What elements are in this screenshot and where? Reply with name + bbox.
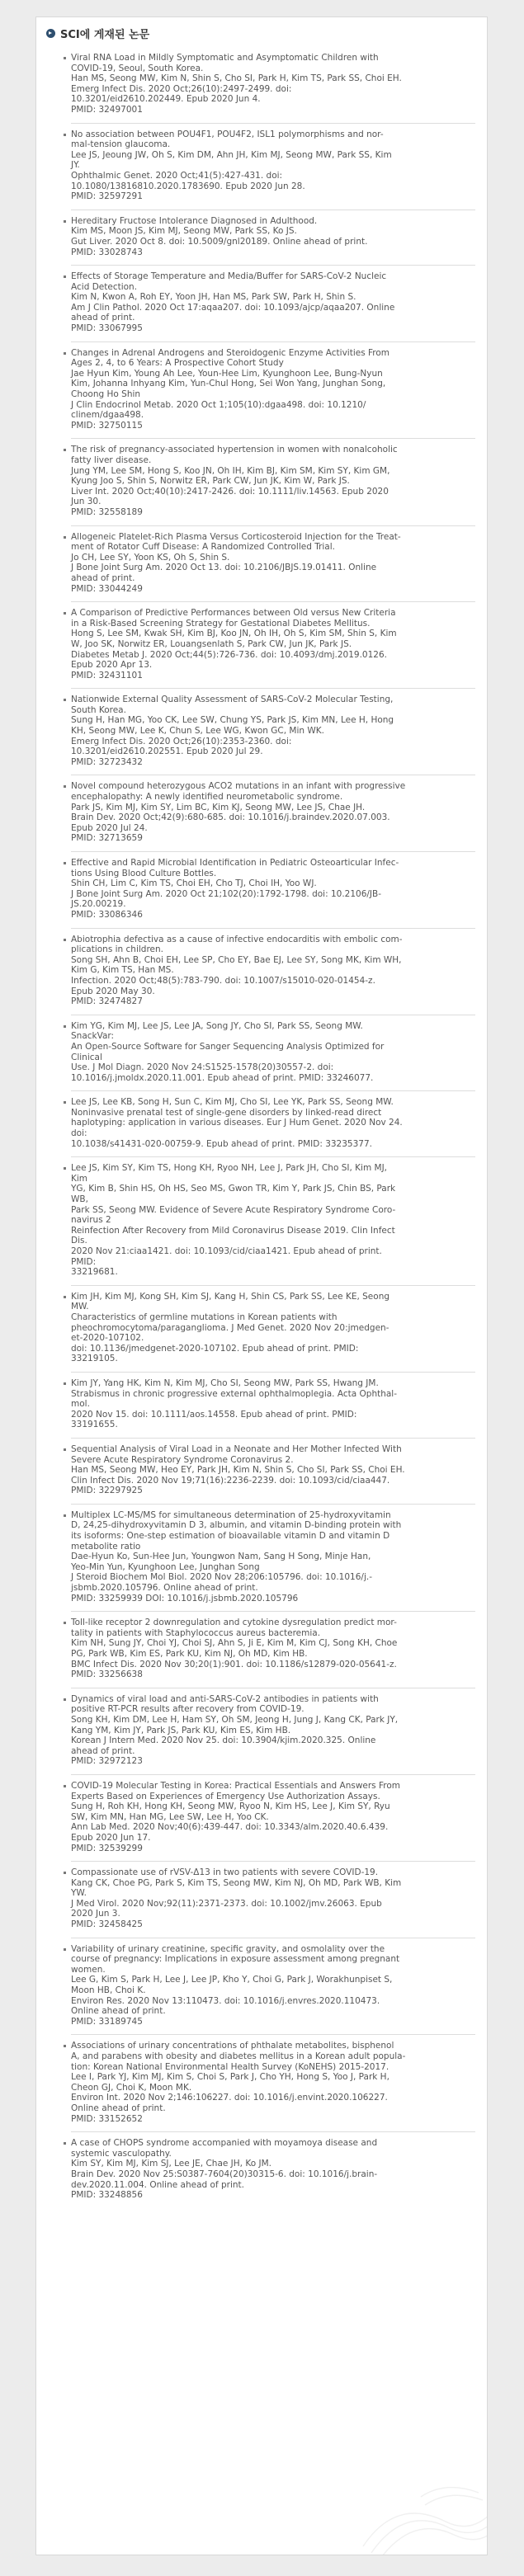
- paper-text-line: Kim: [71, 1173, 88, 1184]
- paper-list-item: [71, 1688, 475, 1774]
- paper-text-line: Reinfection After Recovery from Mild Coronavirus Disease 2019. Clin Infect: [71, 1225, 395, 1236]
- paper-text-line: Kim MS, Moon JS, Kim MJ, Seong MW, Park SS, Ko JS.: [71, 226, 297, 237]
- paper-text-line: Hong S, Lee SM, Kwak SH, Kim BJ, Koo JN, Oh IH, Oh S, Kim SM, Shin S, Kim: [71, 629, 397, 639]
- paper-text-line: SW, Kim MN, Han MG, Lee SW, Lee H, Yoo CK.: [71, 1811, 269, 1822]
- paper-text-line: Multiplex LC-MS/MS for simultaneous determination of 25-hydroxyvitamin: [71, 1509, 391, 1520]
- paper-list-item: [71, 1938, 475, 2035]
- paper-text-line: Brain Dev. 2020 Oct;42(9):680-685. doi: 10.1016/j.braindev.2020.07.003.: [71, 812, 390, 823]
- paper-list-item: [71, 1861, 475, 1938]
- paper-text-line: ahead of print.: [71, 572, 135, 583]
- paper-text-line: course of pregnancy: Implications in exposure assessment among pregnant: [71, 1954, 400, 1965]
- paper-text-line: Han MS, Seong MW, Heo EY, Park JH, Kim N, Shin S, Cho SI, Park SS, Choi EH.: [71, 1465, 405, 1476]
- paper-list-item: [71, 688, 475, 775]
- paper-text-line: PMID: 33067995: [71, 323, 143, 334]
- paper-text-line: PMID: 32297925: [71, 1486, 143, 1496]
- paper-text-line: Kang CK, Choe PG, Park S, Kim TS, Seong MW, Kim NJ, Oh MD, Park WB, Kim: [71, 1877, 402, 1888]
- paper-text-line: 10.1038/s41431-020-00759-9. Epub ahead of print. PMID: 33235377.: [71, 1138, 372, 1149]
- paper-text-line: systemic vasculopathy.: [71, 2148, 172, 2159]
- paper-text-line: women.: [71, 1964, 106, 1975]
- paper-text-line: ahead of print.: [71, 1745, 135, 1756]
- paper-text-line: PG, Park WB, Kim ES, Park KU, Kim NJ, Oh MD, Kim HB.: [71, 1649, 308, 1659]
- paper-text-line: doi:: [71, 1128, 87, 1139]
- paper-text-line: haplotyping: application in various diseases. Eur J Hum Genet. 2020 Nov 24.: [71, 1118, 403, 1128]
- paper-text-line: Park SS, Seong MW. Evidence of Severe Acute Respiratory Syndrome Coro-: [71, 1204, 396, 1215]
- paper-text-line: Kim, Johanna Inhyang Kim, Yun-Chul Hong, Sei Won Yang, Junghan Song,: [71, 379, 386, 389]
- paper-text-line: A Comparison of Predictive Performances between Old versus New Criteria: [71, 608, 396, 619]
- paper-text-line: J Clin Endocrinol Metab. 2020 Oct 1;105(10):dgaa498. doi: 10.1210/: [71, 399, 366, 410]
- paper-text-line: Am J Clin Pathol. 2020 Oct 17:aqaa207. doi: 10.1093/ajcp/aqaa207. Online: [71, 302, 395, 313]
- paper-text-line: Kim JY, Yang HK, Kim N, Kim MJ, Cho SI, Seong MW, Park SS, Hwang JM.: [71, 1377, 379, 1388]
- paper-text-line: clinem/dgaa498.: [71, 410, 144, 421]
- paper-text-line: A, and parabens with obesity and diabetes mellitus in a Korean adult popula-: [71, 2051, 406, 2061]
- paper-text-line: encephalopathy: A newly identified neurometabolic syndrome.: [71, 792, 343, 803]
- paper-text-line: Yeo-Min Yun, Kyunghoon Lee, Junghan Song: [71, 1561, 260, 1572]
- paper-text-line: Kim SY, Kim MJ, Kim SJ, Lee JE, Chae JH, Ko JM.: [71, 2159, 271, 2169]
- paper-text-line: Lee JS, Jeoung JW, Oh S, Kim DM, Ahn JH, Kim MJ, Seong MW, Park SS, Kim: [71, 149, 392, 160]
- paper-text-line: Jae Hyun Kim, Young Ah Lee, Youn-Hee Lim, Kyunghoon Lee, Bung-Nyun: [71, 368, 383, 379]
- paper-text-line: PMID: 32458425: [71, 1919, 143, 1930]
- paper-list-item: [71, 438, 475, 525]
- paper-text-line: SnackVar:: [71, 1031, 115, 1042]
- paper-text-line: Shin CH, Lim C, Kim TS, Choi EH, Cho TJ, Choi IH, Yoo WJ.: [71, 878, 317, 889]
- paper-text-line: Kim JH, Kim MJ, Kong SH, Kim SJ, Kang H, Shin CS, Park SS, Lee KE, Seong: [71, 1291, 390, 1302]
- paper-text-line: MW.: [71, 1302, 89, 1312]
- paper-text-line: et-2020-107102.: [71, 1333, 144, 1344]
- paper-list-item: [71, 1611, 475, 1688]
- paper-text-line: Sung H, Han MG, Yoo CK, Lee SW, Chung YS, Park JS, Kim MN, Lee H, Hong: [71, 715, 394, 726]
- paper-text-line: 2020 Jun 3.: [71, 1909, 120, 1919]
- paper-text-line: W, Joo SK, Norwitz ER, Louangsenlath S, Park CW, Jun JK, Park JS.: [71, 638, 352, 649]
- paper-list-item: [71, 1438, 475, 1504]
- paper-text-line: PMID: 33044249: [71, 583, 143, 594]
- paper-text-line: Brain Dev. 2020 Nov 25:S0387-7604(20)30315-6. doi: 10.1016/j.brain-: [71, 2169, 378, 2179]
- paper-text-line: Clinical: [71, 1052, 102, 1062]
- paper-text-line: PMID: 32431101: [71, 670, 143, 680]
- paper-text-line: Characteristics of germline mutations in Korean patients with: [71, 1312, 338, 1322]
- paper-text-line: Epub 2020 Apr 13.: [71, 660, 153, 671]
- paper-text-line: PMID: 32597291: [71, 191, 143, 202]
- paper-text-line: Changes in Adrenal Androgens and Steroidogenic Enzyme Activities From: [71, 347, 390, 358]
- paper-text-line: Jung YM, Lee SM, Hong S, Koo JN, Oh IH, Kim BJ, Kim SM, Kim SY, Kim GM,: [71, 465, 390, 476]
- paper-text-line: Kim N, Kwon A, Roh EY, Yoon JH, Han MS, Park SW, Park H, Shin S.: [71, 292, 356, 303]
- paper-text-line: Sequential Analysis of Viral Load in a Neonate and Her Mother Infected With: [71, 1443, 402, 1454]
- paper-text-line: Kyung Joo S, Shin S, Norwitz ER, Park CW, Jun JK, Kim W, Park JS.: [71, 476, 350, 487]
- paper-text-line: Jo CH, Lee SY, Yoon KS, Oh S, Shin S.: [71, 552, 230, 563]
- paper-list-item: [71, 525, 475, 602]
- paper-text-line: PMID: 32972123: [71, 1756, 143, 1767]
- paper-text-line: Noninvasive prenatal test of single-gene disorders by linked-read direct: [71, 1107, 382, 1118]
- paper-text-line: 10.3201/eid2610.202551. Epub 2020 Jul 29.: [71, 746, 263, 757]
- paper-text-line: Epub 2020 Jul 24.: [71, 822, 148, 833]
- paper-list-item: [71, 210, 475, 265]
- paper-list-item: [71, 1090, 475, 1156]
- paper-text-line: Moon HB, Choi K.: [71, 1985, 146, 1996]
- paper-text-line: Dis.: [71, 1236, 87, 1246]
- paper-text-line: tion: Korean National Environmental Health Survey (KoNEHS) 2015-2017.: [71, 2061, 389, 2072]
- paper-text-line: Song SH, Ahn B, Choi EH, Lee SP, Cho EY, Bae EJ, Lee SY, Song MK, Kim WH,: [71, 954, 402, 965]
- paper-text-line: Lee JS, Kim SY, Kim TS, Hong KH, Ryoo NH, Lee J, Park JH, Cho SI, Kim MJ,: [71, 1163, 388, 1174]
- paper-text-line: A case of CHOPS syndrome accompanied with moyamoya disease and: [71, 2138, 378, 2149]
- paper-text-line: Nationwide External Quality Assessment of SARS-CoV-2 Molecular Testing,: [71, 695, 394, 705]
- paper-text-line: PMID: 32723432: [71, 756, 143, 767]
- paper-list-item: [71, 601, 475, 688]
- sci-papers-panel: [35, 16, 488, 2555]
- paper-text-line: PMID: 33189745: [71, 2016, 143, 2027]
- paper-text-line: PMID: 33086346: [71, 909, 143, 920]
- paper-text-line: J Steroid Biochem Mol Biol. 2020 Nov 28;206:105796. doi: 10.1016/j.-: [71, 1572, 372, 1583]
- paper-text-line: J Med Virol. 2020 Nov;92(11):2371-2373. doi: 10.1002/jmv.26063. Epub: [71, 1898, 382, 1909]
- paper-text-line: dev.2020.11.004. Online ahead of print.: [71, 2179, 244, 2190]
- paper-text-line: COVID-19, Seoul, South Korea.: [71, 63, 204, 73]
- paper-text-line: in a Risk-Based Screening Strategy for Gestational Diabetes Mellitus.: [71, 618, 371, 629]
- paper-text-line: pheochromocytoma/paraganglioma. J Med Genet. 2020 Nov 20:jmedgen-: [71, 1322, 389, 1333]
- paper-text-line: Cheon GJ, Choi K, Moon MK.: [71, 2082, 192, 2093]
- paper-text-line: 33219105.: [71, 1354, 118, 1364]
- paper-text-line: Kang YM, Kim JY, Park JS, Park KU, Kim ES, Kim HB.: [71, 1725, 291, 1735]
- paper-list-item: [71, 51, 475, 123]
- paper-text-line: PMID: 32558189: [71, 506, 143, 517]
- paper-text-line: South Korea.: [71, 704, 126, 715]
- paper-text-line: 2020 Nov 15. doi: 10.1111/aos.14558. Epub ahead of print. PMID:: [71, 1409, 357, 1420]
- paper-text-line: metabolite ratio: [71, 1541, 141, 1552]
- paper-text-line: Experts Based on Experiences of Emergency Use Authorization Assays.: [71, 1791, 380, 1801]
- paper-text-line: Toll-like receptor 2 downregulation and cytokine dysregulation predict mor-: [71, 1618, 397, 1628]
- paper-list-item: [71, 1156, 475, 1285]
- paper-text-line: Effects of Storage Temperature and Media/Buffer for SARS-CoV-2 Nucleic: [71, 271, 387, 282]
- paper-text-line: ahead of print.: [71, 313, 135, 323]
- paper-text-line: 33219681.: [71, 1267, 118, 1278]
- paper-text-line: PMID: 32713659: [71, 833, 143, 844]
- paper-text-line: Compassionate use of rVSV-Δ13 in two patients with severe COVID-19.: [71, 1867, 379, 1878]
- paper-text-line: Ages 2, 4, to 6 Years: A Prospective Cohort Study: [71, 358, 284, 369]
- paper-text-line: Viral RNA Load in Mildly Symptomatic and Asymptomatic Children with: [71, 53, 379, 63]
- paper-list-item: [71, 928, 475, 1015]
- paper-text-line: 10.1080/13816810.2020.1783690. Epub 2020 Jun 28.: [71, 181, 305, 191]
- paper-text-line: PMID: 32750115: [71, 420, 143, 431]
- paper-text-line: doi: 10.1136/jmedgenet-2020-107102. Epub ahead of print. PMID:: [71, 1343, 359, 1354]
- section-header: [36, 17, 487, 51]
- paper-list-item: [71, 775, 475, 851]
- paper-text-line: JY.: [71, 160, 80, 171]
- paper-text-line: PMID: 33152652: [71, 2113, 143, 2124]
- paper-text-line: Effective and Rapid Microbial Identification in Pediatric Osteoarticular Infec-: [71, 858, 399, 868]
- paper-text-line: Strabismus in chronic progressive external ophthalmoplegia. Acta Ophthal-: [71, 1388, 398, 1399]
- paper-text-line: An Open-Source Software for Sanger Sequencing Analysis Optimized for: [71, 1041, 385, 1052]
- paper-text-line: 33191655.: [71, 1420, 118, 1430]
- paper-text-line: COVID-19 Molecular Testing in Korea: Practical Essentials and Answers From: [71, 1780, 400, 1791]
- paper-text-line: Han MS, Seong MW, Kim N, Shin S, Cho SI, Park H, Kim TS, Park SS, Choi EH.: [71, 73, 402, 84]
- paper-text-line: Environ Int. 2020 Nov 2;146:106227. doi: 10.1016/j.envint.2020.106227.: [71, 2093, 388, 2103]
- paper-text-line: Choong Ho Shin: [71, 389, 141, 400]
- paper-text-line: navirus 2: [71, 1215, 111, 1226]
- paper-text-line: Lee JS, Lee KB, Song H, Sun C, Kim MJ, Cho SI, Lee YK, Park SS, Seong MW.: [71, 1097, 394, 1108]
- paper-list-item: [71, 123, 475, 210]
- paper-text-line: tions Using Blood Culture Bottles.: [71, 868, 217, 878]
- paper-text-line: J Bone Joint Surg Am. 2020 Oct 13. doi: 10.2106/JBJS.19.01411. Online: [71, 563, 377, 573]
- paper-text-line: mol.: [71, 1399, 90, 1410]
- book-watermark-icon: [347, 2447, 488, 2555]
- paper-text-line: PMID: 33248856: [71, 2190, 143, 2201]
- paper-text-line: Emerg Infect Dis. 2020 Oct;26(10):2497-2499. doi:: [71, 83, 292, 94]
- paper-list-item: [71, 2131, 475, 2208]
- paper-text-line: Dynamics of viral load and anti-SARS-CoV-2 antibodies in patients with: [71, 1693, 379, 1704]
- paper-text-line: Emerg Infect Dis. 2020 Oct;26(10):2353-2360. doi:: [71, 736, 292, 746]
- paper-text-line: Use. J Mol Diagn. 2020 Nov 24:S1525-1578(20)30557-2. doi:: [71, 1062, 334, 1073]
- paper-text-line: tality in patients with Staphylococcus aureus bacteremia.: [71, 1627, 321, 1638]
- paper-text-line: Infection. 2020 Oct;48(5):783-790. doi: 10.1007/s15010-020-01454-z.: [71, 975, 375, 986]
- paper-text-line: Clin Infect Dis. 2020 Nov 19;71(16):2236-2239. doi: 10.1093/cid/ciaa447.: [71, 1475, 390, 1486]
- paper-text-line: positive RT-PCR results after recovery from COVID-19.: [71, 1704, 304, 1715]
- paper-text-line: PMID:: [71, 1256, 97, 1267]
- paper-text-line: Lee I, Park YJ, Kim MJ, Kim S, Choi S, Park J, Cho YH, Hong S, Yoo J, Park H,: [71, 2072, 389, 2083]
- paper-text-line: WB,: [71, 1194, 88, 1205]
- paper-text-line: plications in children.: [71, 944, 164, 955]
- paper-text-line: Novel compound heterozygous ACO2 mutations in an infant with progressive: [71, 781, 406, 792]
- paper-text-line: PMID: 32497001: [71, 104, 143, 115]
- paper-list: [36, 51, 487, 2208]
- paper-text-line: PMID: 33259939 DOI: 10.1016/j.jsbmb.2020.105796: [71, 1593, 299, 1604]
- paper-text-line: Jun 30.: [71, 497, 101, 507]
- paper-text-line: Environ Res. 2020 Nov 13:110473. doi: 10.1016/j.envres.2020.110473.: [71, 1995, 380, 2006]
- paper-text-line: J Bone Joint Surg Am. 2020 Oct 21;102(20):1792-1798. doi: 10.2106/JB-: [71, 888, 382, 899]
- paper-text-line: 2020 Nov 21:ciaa1421. doi: 10.1093/cid/ciaa1421. Epub ahead of print.: [71, 1246, 382, 1256]
- paper-text-line: BMC Infect Dis. 2020 Nov 30;20(1):901. doi: 10.1186/s12879-020-05641-z.: [71, 1659, 397, 1669]
- paper-text-line: YG, Kim B, Shin HS, Oh HS, Seo MS, Gwon TR, Kim Y, Park JS, Chin BS, Park: [71, 1184, 396, 1194]
- paper-text-line: PMID: 32539299: [71, 1843, 143, 1853]
- paper-text-line: YW.: [71, 1888, 87, 1899]
- paper-text-line: Online ahead of print.: [71, 2006, 166, 2017]
- paper-text-line: mal-tension glaucoma.: [71, 139, 171, 150]
- circle-arrow-bullet-icon: [46, 29, 55, 38]
- paper-text-line: Associations of urinary concentrations of phthalate metabolites, bisphenol: [71, 2041, 394, 2051]
- paper-text-line: Lee G, Kim S, Park H, Lee J, Lee JP, Kho Y, Choi G, Park J, Worakhunpiset S,: [71, 1975, 393, 1985]
- paper-text-line: Liver Int. 2020 Oct;40(10):2417-2426. doi: 10.1111/liv.14563. Epub 2020: [71, 486, 389, 497]
- paper-text-line: D, 24,25-dihydroxyvitamin D 3, albumin, and vitamin D-binding protein with: [71, 1520, 402, 1531]
- paper-text-line: Online ahead of print.: [71, 2103, 166, 2113]
- section-title: SCI에 게재된 논문: [60, 29, 150, 41]
- paper-list-item: [71, 851, 475, 928]
- paper-text-line: Allogeneic Platelet-Rich Plasma Versus Corticosteroid Injection for the Treat-: [71, 531, 401, 542]
- paper-text-line: Abiotrophia defectiva as a cause of infective endocarditis with embolic com-: [71, 934, 403, 944]
- paper-text-line: Park JS, Kim MJ, Kim SY, Lim BC, Kim KJ, Seong MW, Lee JS, Chae JH.: [71, 802, 366, 812]
- paper-list-item: [71, 2034, 475, 2131]
- paper-text-line: Kim YG, Kim MJ, Lee JS, Lee JA, Song JY, Cho SI, Park SS, Seong MW.: [71, 1020, 363, 1031]
- paper-list-item: [71, 1504, 475, 1611]
- paper-text-line: Dae-Hyun Ko, Sun-Hee Jun, Youngwon Nam, Sang H Song, Minje Han,: [71, 1552, 371, 1562]
- paper-text-line: Gut Liver. 2020 Oct 8. doi: 10.5009/gnl20189. Online ahead of print.: [71, 236, 368, 247]
- paper-text-line: jsbmb.2020.105796. Online ahead of print.: [71, 1583, 258, 1594]
- paper-text-line: Ophthalmic Genet. 2020 Oct;41(5):427-431. doi:: [71, 170, 283, 181]
- paper-text-line: The risk of pregnancy-associated hypertension in women with nonalcoholic: [71, 445, 398, 455]
- paper-text-line: Kim NH, Sung JY, Choi YJ, Choi SJ, Ahn S, Ji E, Kim M, Kim CJ, Song KH, Choe: [71, 1638, 398, 1649]
- paper-text-line: PMID: 33028743: [71, 247, 143, 257]
- paper-text-line: Epub 2020 Jun 17.: [71, 1832, 151, 1843]
- paper-list-item: [71, 1285, 475, 1372]
- paper-text-line: 10.1016/j.jmoldx.2020.11.001. Epub ahead of print. PMID: 33246077.: [71, 1072, 374, 1083]
- paper-list-item: [71, 1774, 475, 1861]
- paper-text-line: No association between POU4F1, POU4F2, ISL1 polymorphisms and nor-: [71, 129, 384, 139]
- paper-text-line: ment of Rotator Cuff Disease: A Randomized Controlled Trial.: [71, 542, 335, 553]
- paper-text-line: KH, Seong MW, Lee K, Chun S, Lee WG, Kwon GC, Min WK.: [71, 726, 324, 737]
- paper-text-line: Hereditary Fructose Intolerance Diagnosed in Adulthood.: [71, 215, 318, 226]
- paper-text-line: Acid Detection.: [71, 281, 138, 292]
- paper-text-line: 10.3201/eid2610.202449. Epub 2020 Jun 4.: [71, 94, 261, 105]
- paper-text-line: Epub 2020 May 30.: [71, 986, 155, 996]
- paper-text-line: Ann Lab Med. 2020 Nov;40(6):439-447. doi: 10.3343/alm.2020.40.6.439.: [71, 1822, 389, 1833]
- paper-text-line: Sung H, Roh KH, Hong KH, Seong MW, Ryoo N, Kim HS, Lee J, Kim SY, Ryu: [71, 1801, 390, 1812]
- paper-text-line: PMID: 32474827: [71, 996, 143, 1007]
- paper-list-item: [71, 1372, 475, 1438]
- paper-text-line: its isoforms: One-step estimation of bioavailable vitamin D and vitamin D: [71, 1531, 390, 1542]
- paper-text-line: Severe Acute Respiratory Syndrome Coronavirus 2.: [71, 1454, 294, 1465]
- paper-text-line: Variability of urinary creatinine, specific gravity, and osmolality over the: [71, 1943, 385, 1954]
- paper-list-item: [71, 265, 475, 341]
- paper-text-line: JS.20.00219.: [71, 899, 126, 910]
- paper-text-line: Korean J Intern Med. 2020 Nov 25. doi: 10.3904/kjim.2020.325. Online: [71, 1735, 376, 1746]
- paper-text-line: fatty liver disease.: [71, 455, 152, 465]
- paper-text-line: Diabetes Metab J. 2020 Oct;44(5):726-736. doi: 10.4093/dmj.2019.0126.: [71, 649, 387, 660]
- paper-text-line: PMID: 33256638: [71, 1669, 143, 1680]
- paper-list-item: [71, 341, 475, 439]
- paper-text-line: Song KH, Kim DM, Lee H, Ham SY, Oh SM, Jeong H, Jung J, Kang CK, Park JY,: [71, 1714, 399, 1725]
- paper-text-line: Kim G, Kim TS, Han MS.: [71, 965, 174, 976]
- paper-list-item: [71, 1015, 475, 1091]
